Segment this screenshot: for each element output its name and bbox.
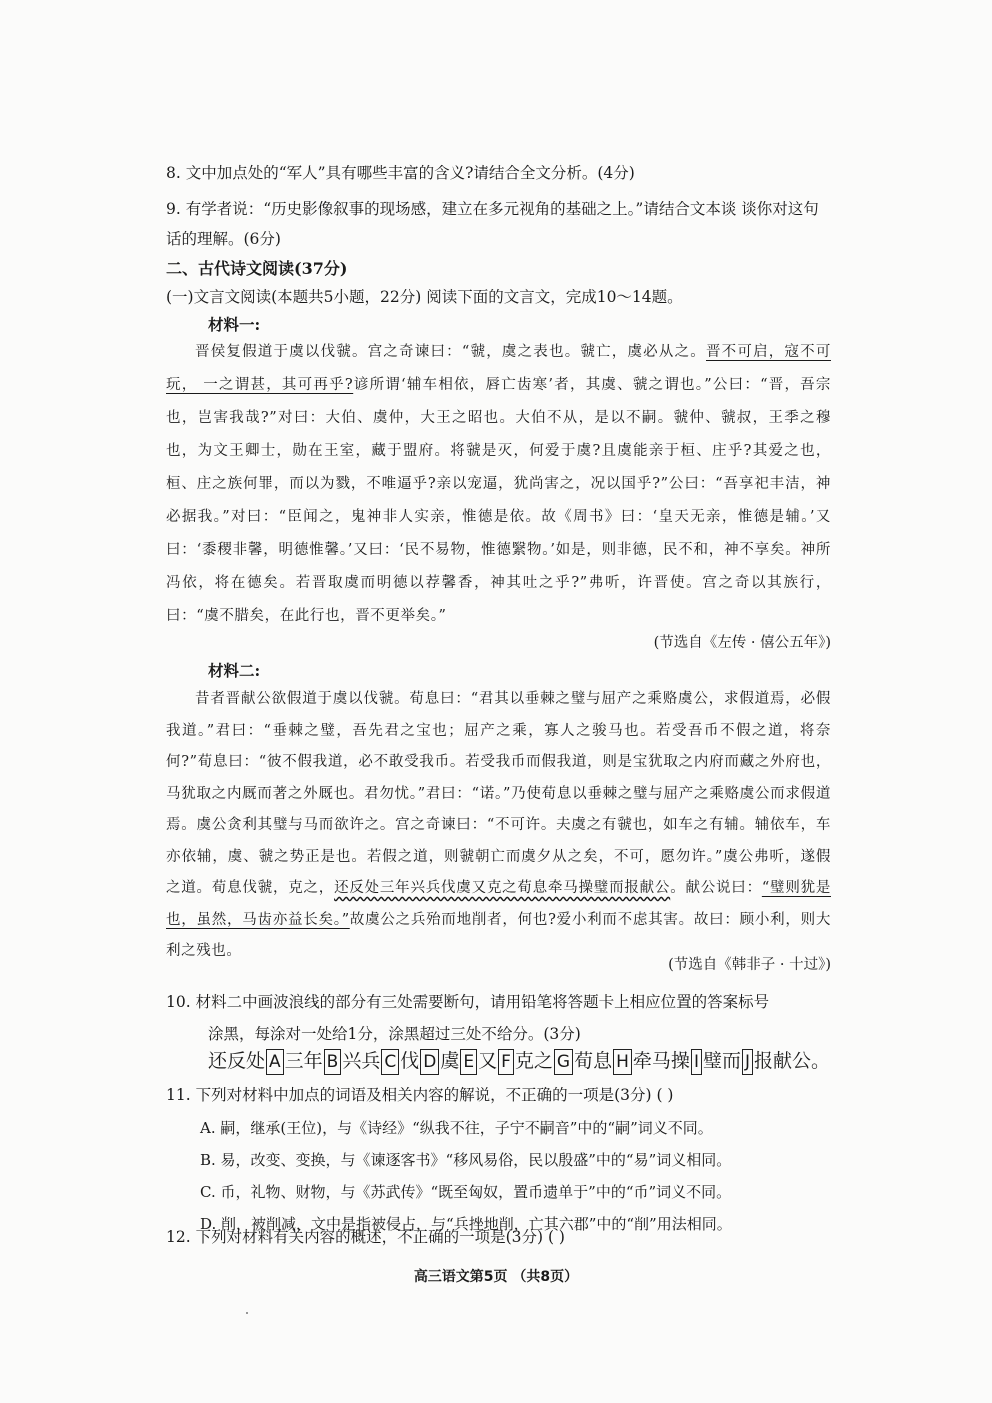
answer-mark-h[interactable]: H [613,1049,632,1075]
material-1-text-b: 谚所谓‘辅车相依，唇亡齿寒’者，其虞、虢之谓也。”公曰：“晋，吾宗也，岂害我哉?”对曰：大伯、虞仲，大王之昭也。大伯不从，是以不嗣。虢仲、虢叔，王季之穆也，为文王卿士，勋在王室，藏于盟府。将虢是灭，何爱于虞?且虞能亲于桓、庄乎?其爱之也，桓、庄之族何罪，而以为戮，不唯逼乎?亲以宠逼，犹尚害之，况以国乎?”公曰：“吾享祀丰洁，神必据我。”对曰：“臣闻之，鬼神非人实亲，惟德是依。故《周书》曰：‘皇天无亲，惟德是辅。’又曰：‘黍稷非馨，明德惟馨。’又曰：‘民不易物，惟德繄物。’如是，则非德，民不和，神不享矣。神所冯依，将在德矣。若晋取虞而明德以荐馨香，神其吐之乎?”弗听，许晋使。宫之奇以其族行，曰：“虞不腊矣，在此行也，晋不更举矣。” [166,377,832,624]
question-10-line-1: 10. 材料二中画波浪线的部分有三处需要断句，请用铅笔将答题卡上相应位置的答案标号 [166,993,770,1011]
segment-10: 报献公。 [753,1050,830,1072]
subsection-1-title: (一)文言文阅读(本题共5小题，22分) 阅读下面的文言文，完成10～14题。 [166,288,683,306]
answer-mark-e[interactable]: E [460,1049,477,1075]
question-11 [166,1078,831,1240]
segmentation-options [208,1046,830,1076]
question-8: 8. 文中加点处的“军人”具有哪些丰富的含义?请结合全文分析。(4分) [166,164,635,182]
segment-5: 又 F [478,1050,515,1072]
segment-1: 三年 B [285,1050,343,1072]
answer-mark-d[interactable]: D [420,1049,439,1075]
segment-9: 璧而 J [703,1050,754,1072]
material-1-text-a: 晋侯复假道于虞以伐虢。宫之奇谏曰：“虢，虞之表也。虢亡，虞必从之。 [195,344,706,360]
option-b: B. 易，改变、变换，与《谏逐客书》“移风易俗，民以殷盛”中的“易”词义相同。 [200,1151,732,1169]
option-a: A. 嗣，继承(王位)，与《诗经》“纵我不往，子宁不嗣音”中的“嗣”词义不同。 [200,1119,713,1137]
material-1-source: (节选自《左传 · 僖公五年》) [653,635,831,651]
material-1-underlined: 晋不可启，寇不可玩， 一之谓甚，其可再乎? [166,344,831,393]
segment-0: 还反处 A [208,1050,285,1072]
option-d: D. 削，被削减，文中是指被侵占，与“兵挫地削，亡其六郡”中的“削”用法相同。 [200,1215,732,1233]
scan-speck [246,1312,248,1314]
material-2-underlined: “璧则犹是也，虽然，马齿亦益长矣。” [166,880,831,928]
question-10-line-2: 涂黑，每涂对一处给1分，涂黑超过三处不给分。(3分) [208,1025,581,1043]
answer-mark-b[interactable]: B [324,1049,342,1075]
material-1-passage [166,336,831,633]
material-2-text-b: 。献公说曰： [670,880,762,896]
answer-mark-a[interactable]: A [266,1049,284,1075]
option-c: C. 币，礼物、财物，与《苏武传》“既至匈奴，置币遗单于”中的“币”词义不同。 [200,1183,732,1201]
material-1-label: 材料一: [208,315,261,334]
segment-8: 牵马操 I [633,1050,703,1072]
material-2-passage [166,684,831,968]
material-2-source: (节选自《韩非子 · 十过》) [668,957,831,973]
answer-mark-f[interactable]: F [498,1049,514,1075]
answer-mark-i[interactable]: I [691,1049,702,1075]
material-2-text-a: 昔者晋献公欲假道于虞以伐虢。荀息曰：“君其以垂棘之璧与屈产之乘赂虞公，求假道焉，必假我道。”君曰：“垂棘之璧，吾先君之宝也；屈产之乘，寡人之骏马也。若受吾币不假之道，将奈何?”荀息曰：“彼不假我道，必不敢受我币。若受我币而假我道，则是宝犹取之内府而藏之外府也，马犹取之内厩而著之外厩也。君勿忧。”君曰：“诺。”乃使荀息以垂棘之璧与屈产之乘赂虞公而求假道焉。虞公贪利其璧与马而欲许之。宫之奇谏曰：“不可许。夫虞之有虢也，如车之有辅。辅依车，车亦依辅，虞、虢之势正是也。若假之道，则虢朝亡而虞夕从之矣，不可，愿勿许。”虞公弗听，遂假之道。荀息伐虢，克之， [166,691,831,896]
answer-mark-j[interactable]: J [742,1049,753,1075]
question-12: 12. 下列对材料有关内容的概述，不正确的一项是(3分) ( ) [166,1228,565,1246]
page-footer: 高三语文第5页 （共8页） [413,1269,579,1285]
material-2-label: 材料二: [208,661,261,680]
material-2-wavy-text: 还反处三年兴兵伐虞又克之荀息牵马操璧而报献公 [334,880,671,896]
question-11-stem: 11. 下列对材料中加点的词语及相关内容的解说，不正确的一项是(3分) ( ) [166,1086,674,1104]
segment-6: 克之 G [515,1050,574,1072]
question-9: 9. 有学者说：“历史影像叙事的现场感，建立在多元视角的基础之上。”请结合文本谈 谈你对这句话的理解。(6分) [166,200,819,248]
segment-2: 兴兵 C [342,1050,400,1072]
segment-3: 伐 D [400,1050,440,1072]
material-2-text-c: 故虞公之兵殆而地削者，何也?爱小利而不虑其害。故曰：顾小利，则大利之残也。 [166,911,831,959]
segment-7: 荀息 H [574,1050,633,1072]
segment-4: 虞 E [440,1050,478,1072]
section-2-title: 二、古代诗文阅读(37分) [166,259,348,278]
question-10 [166,986,831,1050]
answer-mark-c[interactable]: C [381,1049,399,1075]
answer-mark-g[interactable]: G [554,1049,573,1075]
